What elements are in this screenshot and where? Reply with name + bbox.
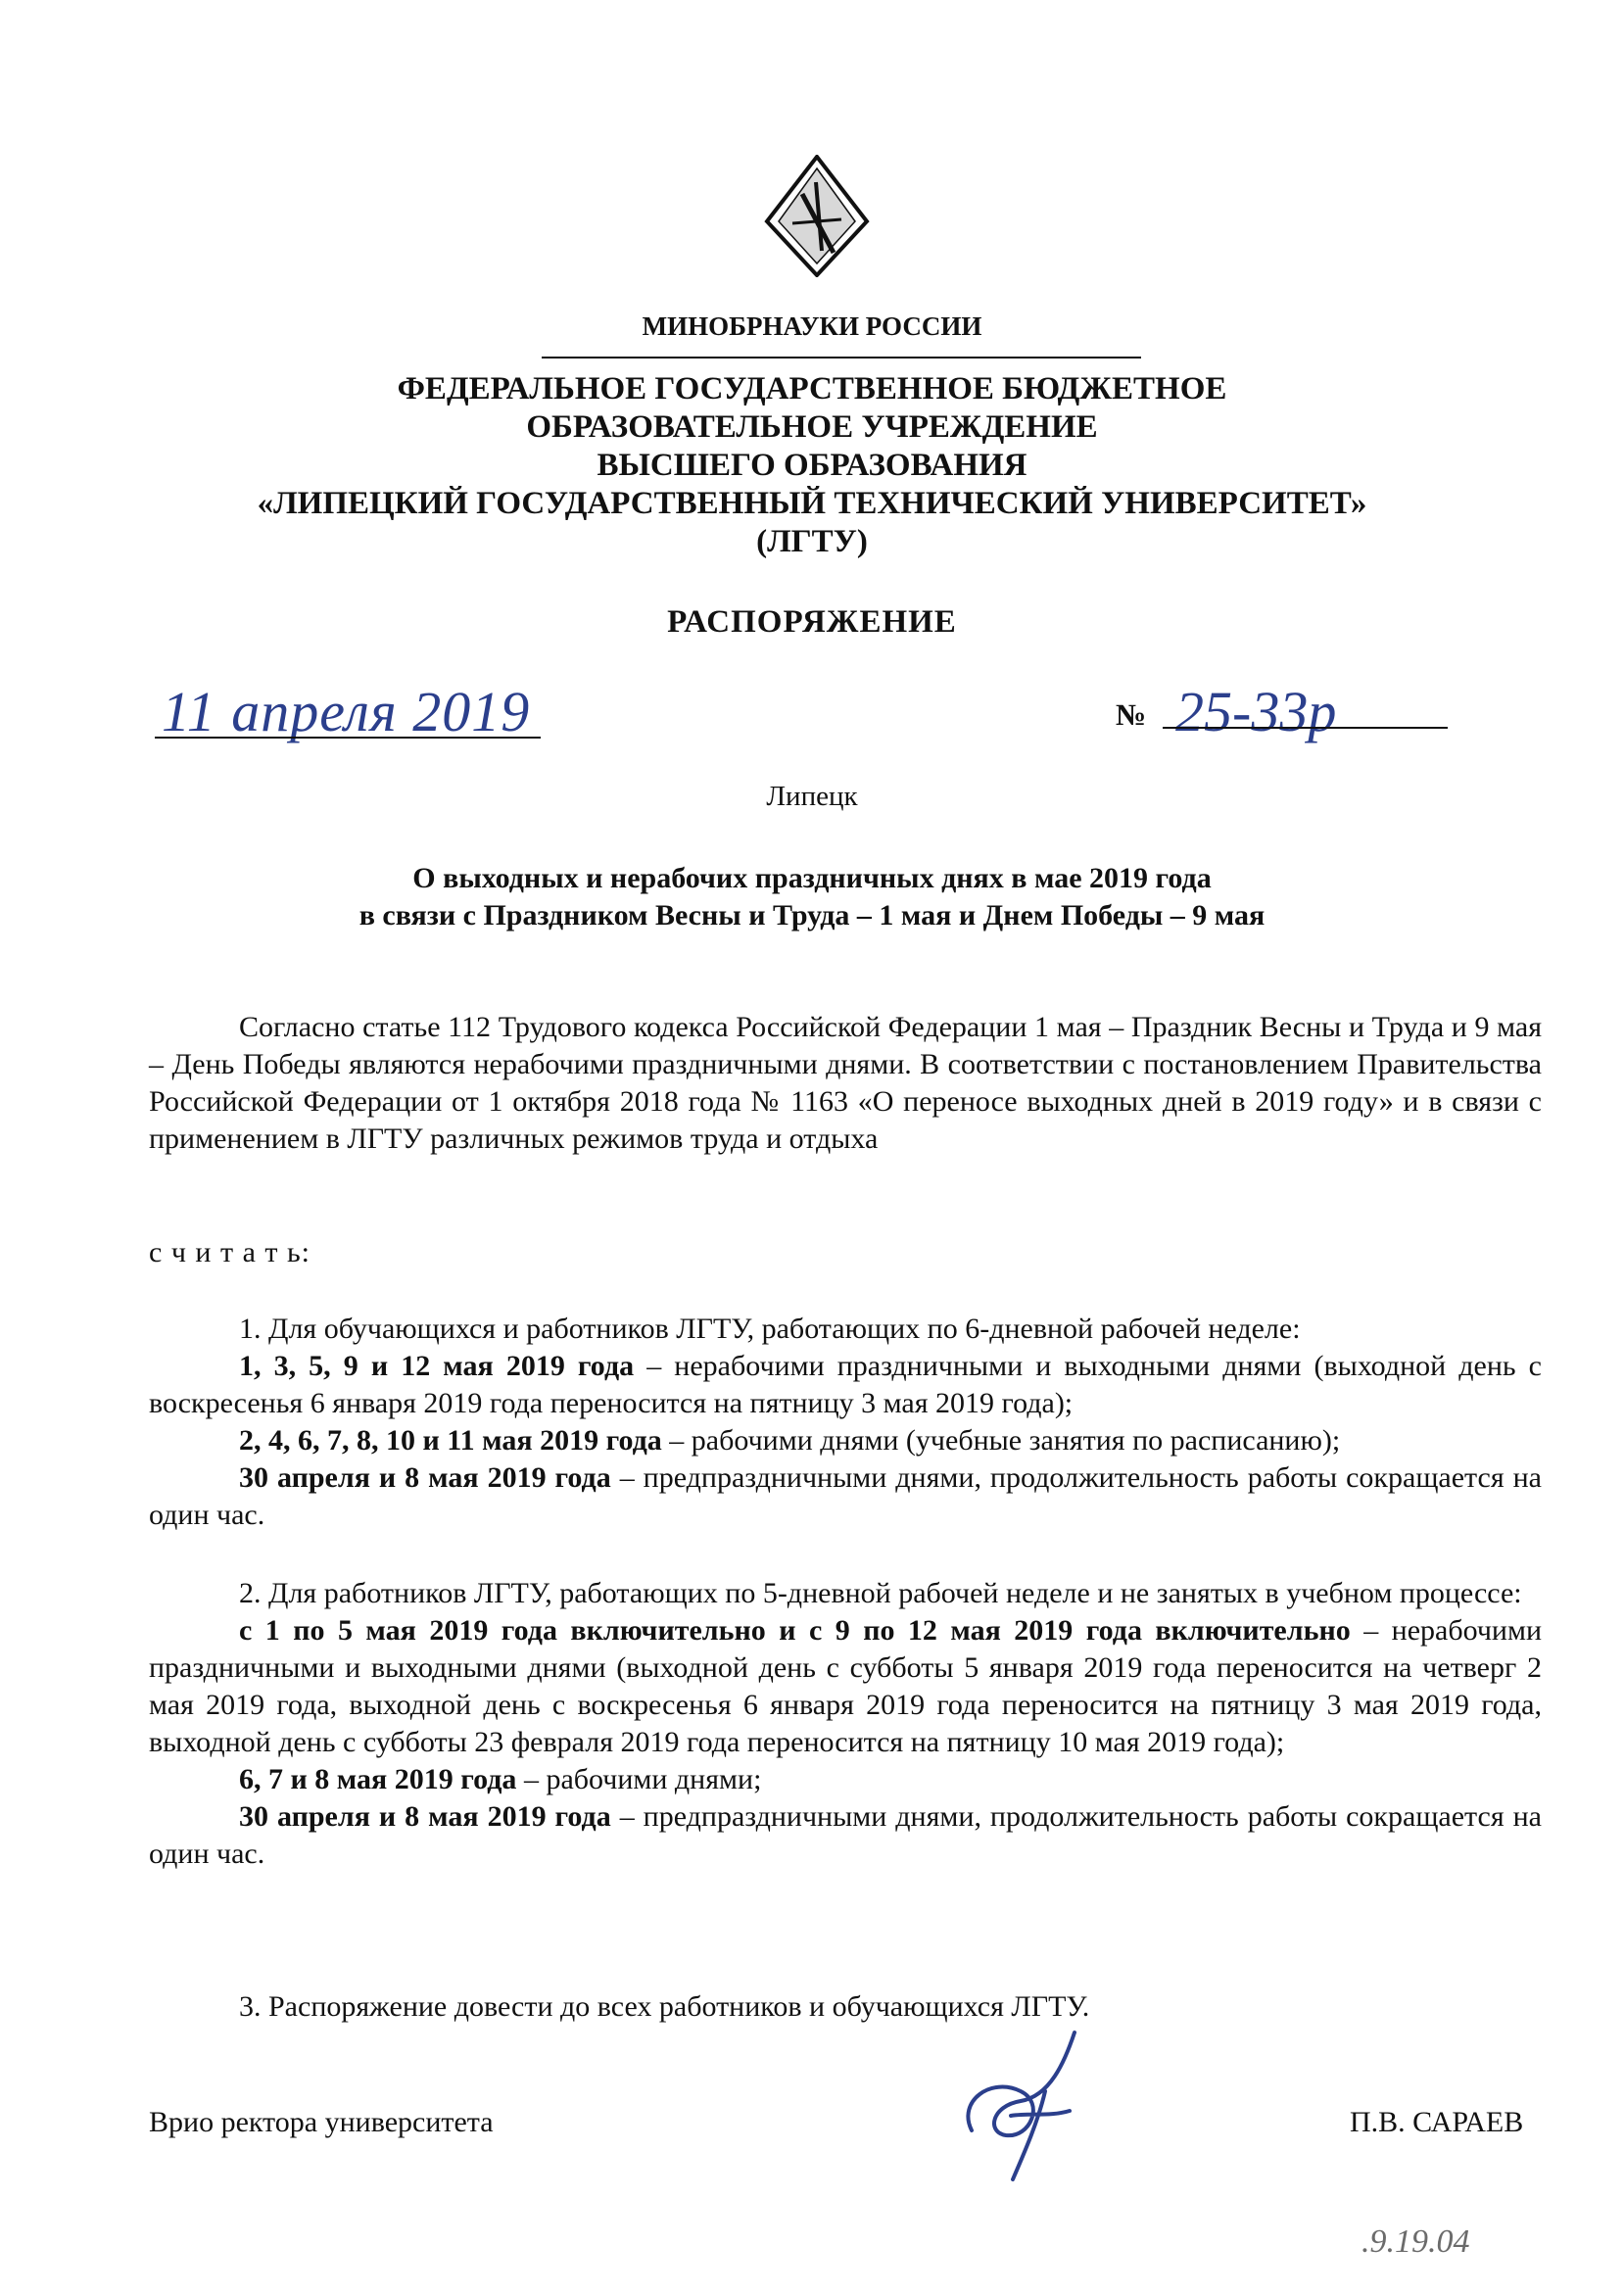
item-1 (149, 1311, 1542, 1534)
item-3 (149, 1988, 1542, 2026)
date-underline (155, 737, 541, 739)
item-2-b-dates: 6, 7 и 8 мая 2019 года (239, 1763, 517, 1795)
consider-label: с ч и т а т ь: (149, 1236, 311, 1268)
ministry-name: МИНОБРНАУКИ РОССИИ (642, 311, 982, 341)
item-3-text: 3. Распоряжение довести до всех работников и обучающихся ЛГТУ. (239, 1990, 1090, 2023)
signatory-role: Врио ректора университета (149, 2106, 494, 2138)
number-sign: № (1116, 697, 1147, 732)
item-2-b (149, 1761, 1542, 1798)
handwritten-date: 11 апреля 2019 (162, 680, 531, 743)
organization-name (0, 370, 1624, 561)
item-1-c-dates: 30 апреля и 8 мая 2019 года (239, 1461, 611, 1494)
handwritten-order-number: 25-33р (1175, 680, 1337, 743)
subject-line-2: в связи с Праздником Весны и Труда – 1 мая и Днем Победы – 9 мая (358, 899, 1266, 932)
item-1-a (149, 1348, 1542, 1422)
item-1-a-text: – нерабочими праздничными и выходными днями (выходной день с воскресенья 6 января 2019 года переносится на пятницу 3 мая 2019 года); (149, 1350, 1542, 1419)
item-1-c-text: – предпраздничными днями, продолжительность работы сокращается на один час. (149, 1461, 1542, 1531)
subject-line-1: О выходных и нерабочих праздничных днях в мае 2019 года (412, 862, 1212, 894)
org-line-2: ОБРАЗОВАТЕЛЬНОЕ УЧРЕЖДЕНИЕ (526, 409, 1098, 445)
org-line-5: (ЛГТУ) (756, 524, 868, 559)
item-2-c-dates: 30 апреля и 8 мая 2019 года (239, 1800, 611, 1833)
item-1-b (149, 1422, 1542, 1459)
item-2-a-text: – нерабочими праздничными и выходными днями (выходной день с субботы 5 января 2019 года переносится на четверг 2 мая 2019 года, выходной день с воскресенья 6 января 2019 года переносится на пятницу 3 мая 2019 года, выходной день с субботы 23 февраля 2019 года переносится на пятницу 10 мая 2019 года); (149, 1614, 1542, 1758)
org-line-1: ФЕДЕРАЛЬНОЕ ГОСУДАРСТВЕННОЕ БЮДЖЕТНОЕ (397, 371, 1227, 406)
org-line-4: «ЛИПЕЦКИЙ ГОСУДАРСТВЕННЫЙ ТЕХНИЧЕСКИЙ УНИВЕРСИТЕТ» (257, 486, 1367, 521)
item-1-b-dates: 2, 4, 6, 7, 8, 10 и 11 мая 2019 года (239, 1424, 662, 1457)
item-1-b-text: – рабочими днями (учебные занятия по расписанию); (661, 1424, 1341, 1457)
item-1-a-dates: 1, 3, 5, 9 и 12 мая 2019 года (239, 1350, 635, 1382)
handwritten-signature-icon (952, 2023, 1094, 2184)
university-emblem-icon (763, 155, 871, 277)
item-2-title: 2. Для работников ЛГТУ, работающих по 5-дневной рабочей неделе и не занятых в учебном процессе: (239, 1577, 1522, 1609)
org-line-3: ВЫСШЕГО ОБРАЗОВАНИЯ (597, 448, 1027, 483)
intro-paragraph: Согласно статье 112 Трудового кодекса Российской Федерации 1 мая – Праздник Весны и Труда и 9 мая – День Победы являются нерабочими праздничными днями. В соответствии с постановлением Правительства Российской Федерации от 1 октября 2018 года № 1163 «О переносе выходных дней в 2019 году» и в связи с применением в ЛГТУ различных режимов труда и отдыха (149, 1011, 1542, 1155)
document-title: РАСПОРЯЖЕНИЕ (667, 604, 957, 640)
item-2-b-text: – рабочими днями; (516, 1763, 762, 1795)
city: Липецк (766, 781, 858, 812)
signatory-name: П.В. САРАЕВ (1350, 2106, 1524, 2138)
number-underline (1163, 727, 1448, 729)
document-subject (0, 860, 1624, 934)
item-1-c (149, 1459, 1542, 1534)
header-divider (542, 357, 1141, 358)
body-intro (149, 1009, 1542, 1158)
item-2-c (149, 1798, 1542, 1873)
pencil-note: .9.19.04 (1361, 2223, 1470, 2260)
item-1-title: 1. Для обучающихся и работников ЛГТУ, работающих по 6-дневной рабочей неделе: (239, 1313, 1301, 1345)
item-2-a (149, 1612, 1542, 1761)
item-2-a-dates: с 1 по 5 мая 2019 года включительно и с 9 по 12 мая 2019 года включительно (239, 1614, 1351, 1647)
item-2 (149, 1575, 1542, 1873)
item-2-c-text: – предпраздничными днями, продолжительность работы сокращается на один час. (149, 1800, 1542, 1870)
